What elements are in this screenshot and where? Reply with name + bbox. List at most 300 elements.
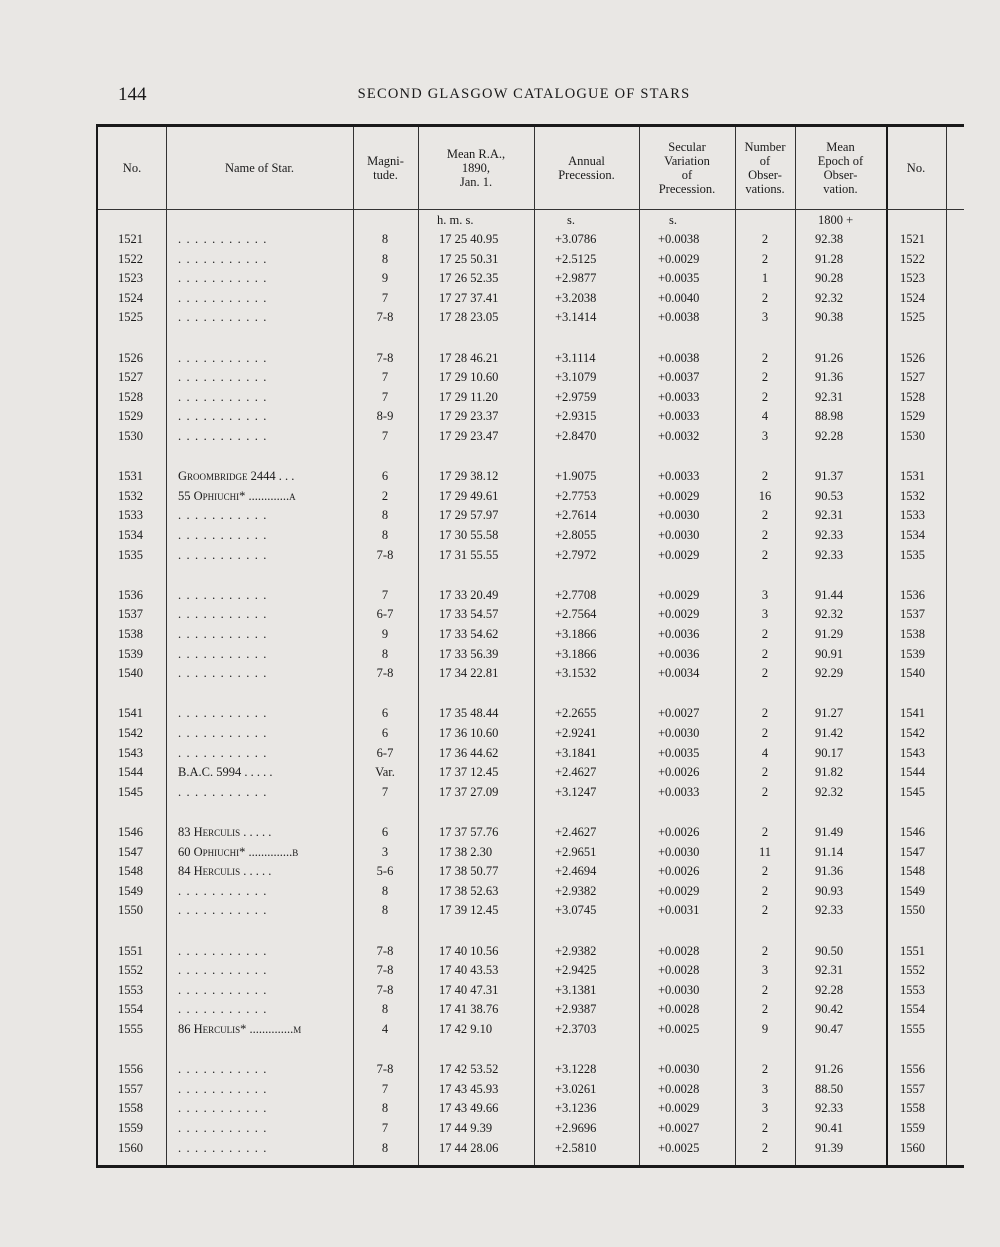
observation-count: 2 [761,251,769,266]
page-number: 144 [118,84,147,105]
star-number-right: 1539 [900,646,925,661]
mean-ra: 17 30 55.58 [439,528,499,542]
mean-epoch: 90.42 [815,1002,844,1017]
mean-ra: 17 29 10.60 [439,370,499,385]
annual-precession: +3.0745 [555,903,597,918]
star-number: 1550 [118,903,143,918]
star-number: 1530 [118,429,143,443]
secular-variation: +0.0025 [658,1140,700,1155]
mean-epoch: 92.33 [815,528,844,542]
header-magnitude: Magni- tude. [367,154,404,182]
observation-count: 2 [761,943,769,958]
magnitude: 8 [381,1140,389,1155]
mean-ra: 17 37 12.45 [439,765,499,780]
star-number-right: 1559 [900,1121,925,1135]
observation-count: 3 [761,310,769,325]
star-number-right: 1537 [900,607,925,622]
secular-variation: +0.0034 [658,666,700,681]
secular-variation: +0.0030 [658,1062,700,1077]
annual-precession: +3.1228 [555,1062,597,1077]
mean-epoch: 92.29 [815,666,844,681]
star-name: 83 Herculis . . . . . [178,825,272,839]
table-row [0,409,1000,429]
header-number-of-observations: Number of Obser- vations. [744,140,786,196]
observation-count: 2 [761,528,769,542]
mean-ra: 17 33 56.39 [439,646,499,661]
observation-count: 2 [761,982,769,997]
secular-variation: +0.0028 [658,963,700,978]
secular-variation: +0.0028 [658,943,700,958]
mean-epoch: 92.32 [815,784,844,799]
mean-ra: 17 34 22.81 [439,666,499,681]
table-row [0,588,1000,608]
magnitude: 7 [381,1121,389,1135]
mean-ra: 17 37 57.76 [439,825,499,839]
mean-ra: 17 33 54.62 [439,627,499,641]
secular-variation: +0.0026 [658,825,700,839]
star-number: 1552 [118,963,143,978]
magnitude: 6-7 [376,745,394,760]
observation-count: 2 [761,508,769,523]
mean-ra: 17 29 23.37 [439,409,499,424]
star-number: 1524 [118,290,143,305]
table-row [0,864,1000,884]
star-number: 1542 [118,726,143,740]
secular-variation: +0.0033 [658,469,700,484]
secular-variation: +0.0036 [658,646,700,661]
annual-precession: +1.9075 [555,469,597,484]
star-number-right: 1553 [900,982,925,997]
mean-ra: 17 40 47.31 [439,982,499,997]
mean-epoch: 92.32 [815,290,844,305]
magnitude: 8 [381,1002,389,1017]
star-name: ........... [178,666,272,681]
star-number-right: 1531 [900,469,925,484]
annual-precession: +2.9315 [555,409,597,424]
running-title: SECOND GLASGOW CATALOGUE OF STARS [357,86,691,102]
magnitude: 7 [381,587,389,602]
table-row [0,351,1000,371]
observation-count: 3 [761,607,769,622]
header-mean-ra: Mean R.A., 1890, Jan. 1. [446,147,506,189]
table-row [0,1141,1000,1161]
magnitude: 7-8 [376,982,394,997]
table-row [0,726,1000,746]
observation-count: 2 [761,547,769,562]
mean-epoch: 92.33 [815,903,844,918]
magnitude: 5-6 [376,864,394,879]
secular-variation: +0.0029 [658,607,700,622]
mean-epoch: 92.33 [815,547,844,562]
secular-variation: +0.0032 [658,429,700,443]
star-number-right: 1550 [900,903,925,918]
observation-count: 4 [761,745,769,760]
observation-count: 2 [761,765,769,780]
table-row [0,746,1000,766]
magnitude: 2 [381,488,389,503]
annual-precession: +2.9877 [555,271,597,286]
star-number: 1549 [118,883,143,898]
mean-epoch: 90.91 [815,646,844,661]
mean-ra: 17 33 20.49 [439,587,499,602]
star-number-right: 1558 [900,1101,925,1116]
star-number: 1539 [118,646,143,661]
observation-count: 2 [761,646,769,661]
annual-precession: +2.5125 [555,251,597,266]
star-name: ........... [178,232,272,246]
magnitude: 8 [381,508,389,523]
secular-variation: +0.0029 [658,488,700,503]
mean-epoch: 91.29 [815,627,844,641]
magnitude: 7-8 [376,1062,394,1077]
star-name: ........... [178,1081,272,1096]
annual-precession: +2.7972 [555,547,597,562]
annual-precession: +3.0786 [555,232,597,246]
star-number-right: 1538 [900,627,925,641]
mean-epoch: 92.38 [815,232,844,246]
table-row [0,370,1000,390]
table-row [0,429,1000,449]
secular-variation: +0.0030 [658,528,700,542]
annual-precession: +3.1866 [555,646,597,661]
mean-epoch: 90.53 [815,488,844,503]
observation-count: 2 [761,290,769,305]
magnitude: 7 [381,429,389,443]
annual-precession: +2.8470 [555,429,597,443]
star-number: 1555 [118,1022,143,1036]
secular-variation: +0.0026 [658,765,700,780]
annual-precession: +2.9382 [555,943,597,958]
annual-precession: +2.7708 [555,587,597,602]
star-number-right: 1524 [900,290,925,305]
observation-count: 2 [761,1062,769,1077]
star-name: 55 Ophiuchi* .............α [178,488,296,503]
mean-ra: 17 26 52.35 [439,271,499,286]
mean-epoch: 91.28 [815,251,844,266]
observation-count: 3 [761,963,769,978]
star-name: ........... [178,528,272,542]
star-number-right: 1536 [900,587,925,602]
secular-variation: +0.0025 [658,1022,700,1036]
observation-count: 4 [761,409,769,424]
observation-count: 3 [761,587,769,602]
mean-epoch: 91.82 [815,765,844,780]
star-number: 1541 [118,706,143,721]
mean-ra: 17 38 2.30 [439,844,493,859]
mean-epoch: 91.14 [815,844,844,859]
table-row [0,310,1000,330]
table-row [0,607,1000,627]
star-number-right: 1533 [900,508,925,523]
table-row [0,271,1000,291]
mean-epoch: 92.28 [815,982,844,997]
mean-epoch: 92.32 [815,607,844,622]
unit-precession: s. [567,213,575,227]
magnitude: 6-7 [376,607,394,622]
header-mean-epoch: Mean Epoch of Obser- vation. [817,140,864,196]
annual-precession: +2.7564 [555,607,597,622]
star-name: ........... [178,271,272,286]
secular-variation: +0.0035 [658,271,700,286]
mean-epoch: 91.26 [815,350,844,365]
mean-ra: 17 44 28.06 [439,1140,499,1155]
mean-ra: 17 29 11.20 [439,389,498,404]
annual-precession: +2.7753 [555,488,597,503]
magnitude: 8-9 [376,409,394,424]
star-number: 1533 [118,508,143,523]
mean-ra: 17 28 46.21 [439,350,499,365]
star-number-right: 1529 [900,409,925,424]
star-number-right: 1547 [900,844,925,859]
star-name: ........... [178,903,272,918]
secular-variation: +0.0030 [658,844,700,859]
star-name: ........... [178,251,272,266]
annual-precession: +2.4694 [555,864,597,879]
annual-precession: +2.9241 [555,726,597,740]
magnitude: 7-8 [376,547,394,562]
mean-epoch: 88.98 [815,409,844,424]
mean-ra: 17 39 12.45 [439,903,499,918]
star-name: ........... [178,982,272,997]
mean-epoch: 91.42 [815,726,844,740]
star-name: ........... [178,389,272,404]
table-row [0,508,1000,528]
mean-ra: 17 29 23.47 [439,429,499,443]
star-number-right: 1534 [900,528,925,542]
table-row [0,548,1000,568]
annual-precession: +2.9651 [555,844,597,859]
table-row [0,944,1000,964]
secular-variation: +0.0038 [658,232,700,246]
observation-count: 3 [761,1101,769,1116]
table-row [0,903,1000,923]
mean-epoch: 90.47 [815,1022,844,1036]
table-row [0,884,1000,904]
star-name: ........... [178,587,272,602]
mean-ra: 17 36 44.62 [439,745,499,760]
secular-variation: +0.0033 [658,784,700,799]
star-name: ........... [178,646,272,661]
star-number-right: 1555 [900,1022,925,1036]
header-annual-precession: Annual Precession. [558,154,615,182]
secular-variation: +0.0028 [658,1002,700,1017]
table-row [0,528,1000,548]
table-row [0,963,1000,983]
table-row [0,825,1000,845]
mean-epoch: 92.31 [815,508,844,523]
annual-precession: +2.9387 [555,1002,597,1017]
magnitude: 8 [381,646,389,661]
observation-count: 16 [758,488,772,503]
star-number: 1558 [118,1101,143,1116]
mean-ra: 17 36 10.60 [439,726,499,740]
magnitude: 8 [381,883,389,898]
star-name: 86 Herculis* ..............μ [178,1022,302,1036]
magnitude: 8 [381,232,389,246]
mean-ra: 17 43 49.66 [439,1101,499,1116]
star-name: ........... [178,1101,272,1116]
secular-variation: +0.0030 [658,726,700,740]
annual-precession: +3.1079 [555,370,597,385]
annual-precession: +3.1236 [555,1101,597,1116]
unit-epoch: 1800 + [818,213,854,227]
magnitude: 3 [381,844,389,859]
star-number-right: 1543 [900,745,925,760]
star-number: 1545 [118,784,143,799]
mean-epoch: 91.27 [815,706,844,721]
star-name: ........... [178,607,272,622]
observation-count: 9 [761,1022,769,1036]
annual-precession: +2.8055 [555,528,597,542]
magnitude: 9 [381,627,389,641]
star-name: ........... [178,943,272,958]
annual-precession: +2.9425 [555,963,597,978]
star-number-right: 1523 [900,271,925,286]
star-number-right: 1521 [900,232,925,246]
star-number: 1560 [118,1140,143,1155]
secular-variation: +0.0038 [658,310,700,325]
star-number: 1540 [118,666,143,681]
star-number-right: 1530 [900,429,925,443]
mean-epoch: 88.50 [815,1081,844,1096]
magnitude: 6 [381,706,389,721]
mean-epoch: 91.36 [815,864,844,879]
star-number: 1551 [118,943,143,958]
star-number: 1546 [118,825,143,839]
magnitude: 8 [381,251,389,266]
annual-precession: +2.5810 [555,1140,597,1155]
annual-precession: +3.1414 [555,310,597,325]
table-row [0,666,1000,686]
mean-ra: 17 38 52.63 [439,883,499,898]
star-name: ........... [178,1121,272,1135]
mean-ra: 17 35 48.44 [439,706,499,721]
mean-epoch: 92.33 [815,1101,844,1116]
observation-count: 2 [761,903,769,918]
annual-precession: +2.9696 [555,1121,597,1135]
star-number: 1536 [118,587,143,602]
secular-variation: +0.0027 [658,706,700,721]
magnitude: 6 [381,825,389,839]
star-number: 1528 [118,389,143,404]
secular-variation: +0.0031 [658,903,700,918]
magnitude: 7 [381,370,389,385]
star-name: ........... [178,784,272,799]
table-row [0,845,1000,865]
star-number: 1535 [118,547,143,562]
observation-count: 2 [761,370,769,385]
observation-count: 3 [761,429,769,443]
mean-epoch: 91.36 [815,370,844,385]
star-number: 1548 [118,864,143,879]
star-number-right: 1545 [900,784,925,799]
mean-ra: 17 33 54.57 [439,607,499,622]
mean-epoch: 91.26 [815,1062,844,1077]
star-number: 1529 [118,409,143,424]
star-number: 1543 [118,745,143,760]
magnitude: 7 [381,1081,389,1096]
mean-epoch: 90.38 [815,310,844,325]
header-name: Name of Star. [224,161,295,175]
mean-ra: 17 29 38.12 [439,469,499,484]
star-name: ........... [178,627,272,641]
mean-epoch: 92.28 [815,429,844,443]
star-name: 60 Ophiuchi* ..............β [178,844,299,859]
annual-precession: +3.1532 [555,666,597,681]
star-name: ........... [178,1002,272,1017]
star-name: ........... [178,1062,272,1077]
star-name: ........... [178,1140,272,1155]
unit-secular: s. [669,213,677,227]
mean-ra: 17 29 49.61 [439,488,499,503]
star-number: 1527 [118,370,143,385]
observation-count: 2 [761,627,769,641]
star-name: B.A.C. 5994 . . . . . [178,765,273,780]
table-row [0,983,1000,1003]
magnitude: 6 [381,469,389,484]
annual-precession: +3.1866 [555,627,597,641]
annual-precession: +3.1381 [555,982,597,997]
secular-variation: +0.0029 [658,547,700,562]
table-row [0,627,1000,647]
secular-variation: +0.0040 [658,290,700,305]
star-number-right: 1526 [900,350,925,365]
secular-variation: +0.0030 [658,508,700,523]
mean-ra: 17 31 55.55 [439,547,499,562]
star-name: ........... [178,310,272,325]
star-number: 1556 [118,1062,143,1077]
star-number-right: 1532 [900,488,925,503]
table-row [0,1002,1000,1022]
star-name: ........... [178,706,272,721]
secular-variation: +0.0029 [658,587,700,602]
mean-epoch: 91.37 [815,469,844,484]
star-name: ........... [178,547,272,562]
star-number-right: 1544 [900,765,925,780]
star-name: Groombridge 2444 . . . [178,469,295,484]
star-number-right: 1557 [900,1081,925,1096]
star-number-right: 1552 [900,963,925,978]
star-name: ........... [178,745,272,760]
secular-variation: +0.0030 [658,982,700,997]
mean-epoch: 92.31 [815,389,844,404]
magnitude: 7-8 [376,943,394,958]
annual-precession: +3.2038 [555,290,597,305]
star-name: ........... [178,290,272,305]
mean-ra: 17 42 9.10 [439,1022,493,1036]
star-number: 1521 [118,232,143,246]
star-number-right: 1535 [900,547,925,562]
observation-count: 11 [758,844,772,859]
observation-count: 3 [761,1081,769,1096]
secular-variation: +0.0033 [658,389,700,404]
magnitude: 7 [381,290,389,305]
observation-count: 2 [761,1002,769,1017]
mean-epoch: 91.44 [815,587,844,602]
secular-variation: +0.0038 [658,350,700,365]
magnitude: 8 [381,1101,389,1116]
star-name: ........... [178,429,272,443]
annual-precession: +2.7614 [555,508,597,523]
star-name: ........... [178,726,272,740]
mean-ra: 17 38 50.77 [439,864,499,879]
annual-precession: +3.1247 [555,784,597,799]
magnitude: 7-8 [376,963,394,978]
observation-count: 2 [761,706,769,721]
annual-precession: +2.9382 [555,883,597,898]
star-name: 84 Herculis . . . . . [178,864,272,879]
magnitude: 7-8 [376,666,394,681]
